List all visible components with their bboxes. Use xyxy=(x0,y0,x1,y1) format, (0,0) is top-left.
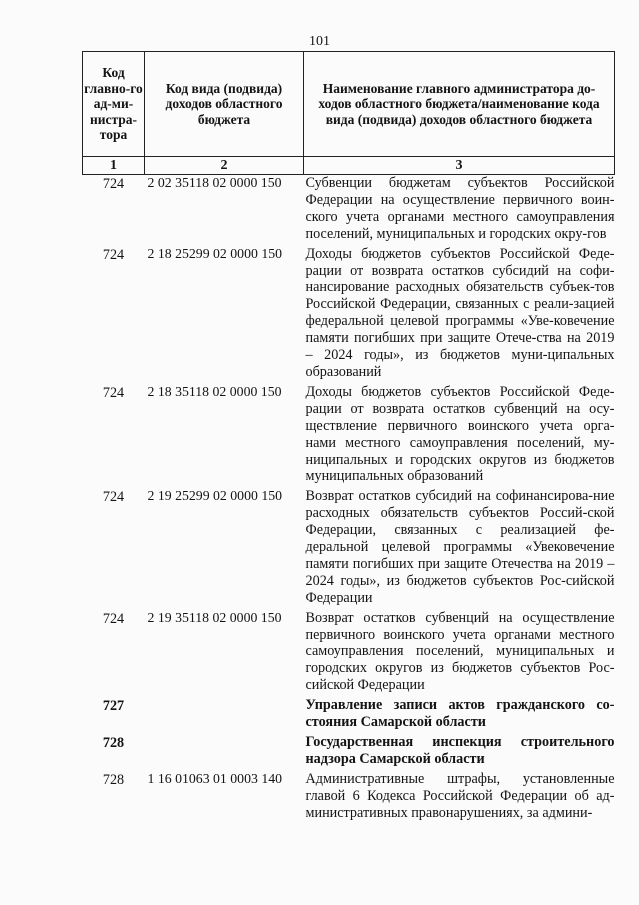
revenue-name-cell: Административные штрафы, установленные главой 6 Кодекса Российской Федерации об ад-министративных правонарушениях, за админи- xyxy=(305,770,615,821)
table-row xyxy=(83,175,615,246)
revenue-kind-code-cell: 2 19 25299 02 0000 150 xyxy=(147,488,283,504)
revenue-name-cell: Доходы бюджетов субъектов Российской Феде-рации от возврата остатков субвенций на осу-ществление первичного воинского учета орга-нами местного самоуправления поселений, му-ниципальных и городских округов из бюджетов муниципальных образований xyxy=(305,383,615,485)
admin-code-cell: 728 xyxy=(102,735,125,751)
admin-code-cell: 724 xyxy=(102,489,125,506)
admin-code-cell: 724 xyxy=(102,610,125,627)
revenue-name-cell: Возврат остатков субсидий на софинансирова-ние расходных обязательств субъектов Россий-ской Федерации, связанных с реализацией фе-деральной целевой программы «Увековечение памяти погибших при защите Отечества на 2019 – 2024 годы», из бюджетов субъектов Рос-сийской Федерации xyxy=(305,488,615,606)
revenue-codes-table xyxy=(82,51,614,825)
revenue-kind-code-cell xyxy=(145,734,304,771)
revenue-kind-code-cell: 1 16 01063 01 0003 140 xyxy=(147,770,283,786)
table-row xyxy=(83,734,615,771)
revenue-name-cell: Доходы бюджетов субъектов Российской Феде-рации от возврата остатков субсидий на софи-нансирование расходных обязательств субъек-тов Российской Федерации, связанных с реали-зацией федеральной целевой программы «Уве-ковечение памяти погибших при защите Отече-ства на 2019 – 2024 годы», из бюджетов муни-ципальных образований xyxy=(305,245,615,380)
header-revenue-kind-code: Код вида (подвида) доходов областного бюджета xyxy=(145,52,304,157)
header-admin-code: Код главно-го ад-ми-нистра-тора xyxy=(83,52,145,157)
revenue-name-cell: Управление записи актов гражданского со-стояния Самарской области xyxy=(305,697,615,731)
revenue-kind-code-cell: 2 02 35118 02 0000 150 xyxy=(147,175,282,190)
page-number: 101 xyxy=(309,34,330,49)
revenue-name-cell: Возврат остатков субвенций на осуществление первичного воинского учета органами местного самоуправления поселений, муниципальных и городских округов из бюджетов субъектов Рос-сийской Федерации xyxy=(305,609,615,694)
revenue-kind-code-cell: 2 18 35118 02 0000 150 xyxy=(147,383,282,399)
revenue-name-cell: Субвенции бюджетам субъектов Российской Федерации на осуществление первичного воин-ского учета органами местного самоуправления поселений, муниципальных и городских окру-гов xyxy=(305,175,615,242)
header-column-number-2: 2 xyxy=(145,157,304,175)
header-column-number-1: 1 xyxy=(83,157,145,175)
header-name: Наименование главного администратора до-ходов областного бюджета/наименование кода вида (подвида) доходов областного бюджета xyxy=(304,52,615,157)
admin-code-cell: 728 xyxy=(102,771,125,788)
admin-code-cell: 724 xyxy=(102,384,125,401)
table-row xyxy=(83,488,615,609)
revenue-kind-code-cell: 2 19 35118 02 0000 150 xyxy=(147,609,282,625)
table-row xyxy=(83,246,615,384)
header-column-number-3: 3 xyxy=(304,157,615,175)
table-row xyxy=(83,610,615,698)
table-row xyxy=(83,771,615,825)
table-row xyxy=(83,697,615,734)
admin-code-cell: 727 xyxy=(102,698,125,715)
admin-code-cell: 724 xyxy=(102,176,125,192)
revenue-name-cell: Государственная инспекция строительного надзора Самарской области xyxy=(305,734,615,767)
admin-code-cell: 724 xyxy=(102,246,125,263)
table-row xyxy=(83,384,615,488)
revenue-kind-code-cell: 2 18 25299 02 0000 150 xyxy=(147,245,283,261)
revenue-kind-code-cell xyxy=(145,697,304,734)
